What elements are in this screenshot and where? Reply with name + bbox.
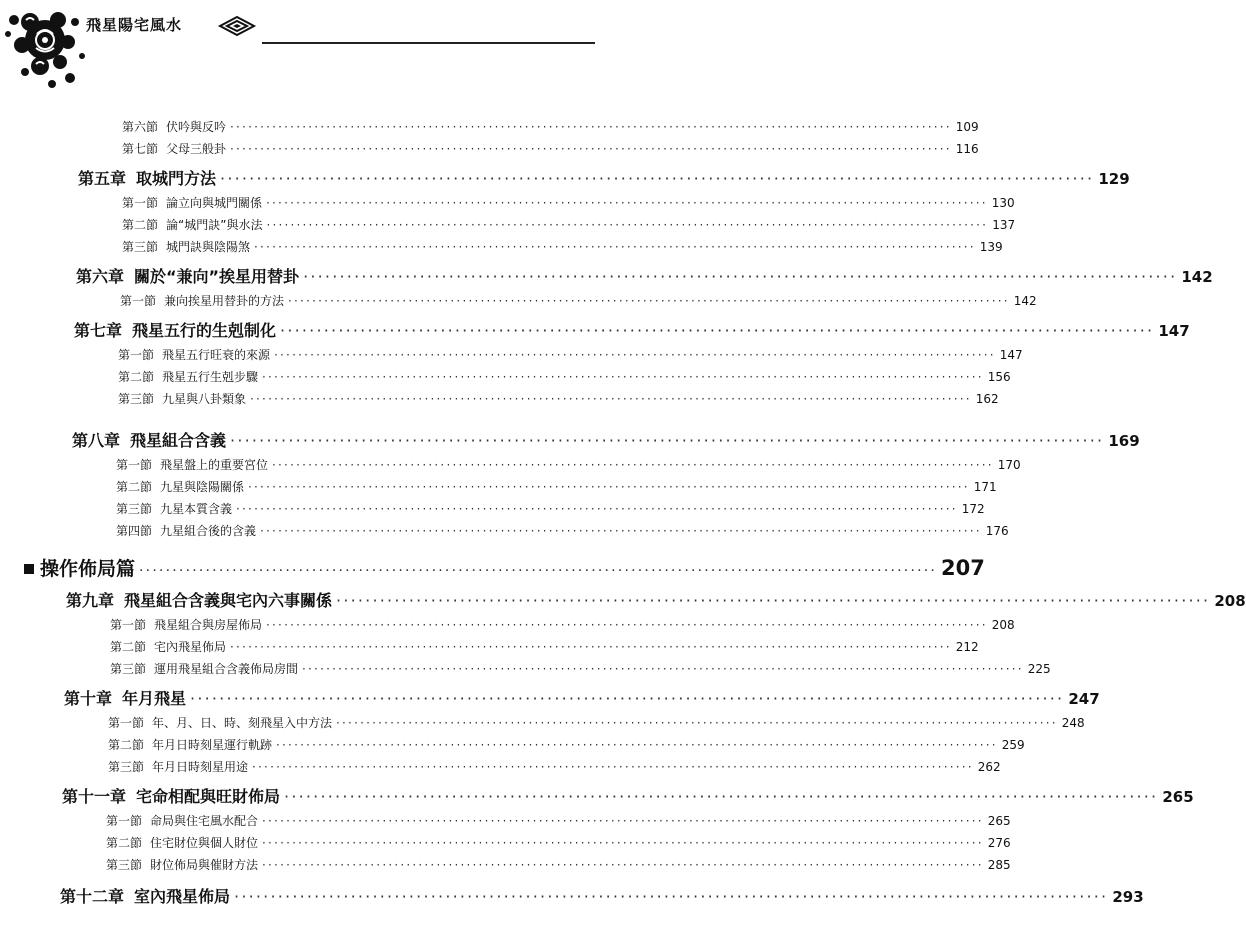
toc-entry-label [108,714,332,731]
toc-entry-label [106,856,258,873]
toc-page-number: 176 [985,524,1009,538]
dot-leader: ························································································································ [260,524,982,538]
dot-leader: ························································································································ [272,458,994,472]
toc-entry-label [110,638,226,655]
toc-section [106,856,1011,874]
dot-leader: ························································································································ [254,240,976,254]
toc-page-number: 116 [955,142,979,156]
toc-page-number: 248 [1061,716,1085,730]
toc-entry-number: 第三節 [108,760,145,774]
dot-leader: ························································································································ [230,120,952,134]
toc-entry-label [24,554,135,581]
dot-leader: ························································································································ [262,836,984,850]
toc-section [118,390,999,408]
dot-leader: ························································································································ [284,787,1159,806]
dot-leader: ························································································································ [336,716,1058,730]
toc-entry-label [72,428,226,451]
toc-entry-title: 宅命相配與旺財佈局 [136,787,281,806]
toc-section [116,522,1009,540]
dot-leader: ························································································································ [266,218,989,232]
toc-page-number: 142 [1181,268,1213,286]
toc-entry-label [118,390,246,407]
toc-entry-title: 論立向與城門關係 [166,196,263,210]
toc-entry-label [60,884,230,907]
toc-section [122,216,1016,234]
toc-entry-title: 室內飛星佈局 [134,887,231,906]
toc-section [116,478,997,496]
toc-entry-number: 第一節 [116,458,153,472]
toc-page-number: 265 [1162,788,1194,806]
toc-entry-title: 年月飛星 [122,689,187,708]
toc-entry-label [122,118,226,135]
toc-page-number: 139 [979,240,1003,254]
toc-entry-title: 飛星盤上的重要宮位 [160,458,269,472]
toc-section [110,616,1015,634]
toc-entry-label [110,616,262,633]
square-bullet-icon [24,564,34,574]
toc-entry-number: 第三節 [116,502,153,516]
dot-leader: ························································································································ [234,887,1109,906]
toc-entry-number: 第四節 [116,524,153,538]
toc-entry-number: 第九章 [66,591,115,610]
toc-entry-title: 住宅財位與個人財位 [150,836,259,850]
toc-entry-title: 財位佈局與催財方法 [150,858,259,872]
toc-page-number: 129 [1098,170,1130,188]
toc-page-number: 171 [973,480,997,494]
toc-entry-title: 運用飛星組合含義佈局房間 [154,662,299,676]
toc-entry-title: 取城門方法 [136,169,217,188]
dot-leader: ························································································································ [262,814,984,828]
toc-chapter [62,784,1194,808]
toc-entry-label [74,318,276,341]
dot-leader: ························································································································ [230,142,952,156]
dot-leader: ························································································································ [230,640,952,654]
toc-section [118,346,1023,364]
toc-page-number: 170 [997,458,1021,472]
toc-section [120,292,1037,310]
toc-entry-label [116,478,244,495]
toc-entry-title: 飛星五行生剋步驟 [162,370,259,384]
dot-leader: ························································································································ [266,196,988,210]
toc-chapter [60,884,1144,908]
toc-entry-number: 第七節 [122,142,159,156]
toc-page-number: 162 [975,392,999,406]
toc-page-number: 207 [941,556,985,580]
toc-entry-title: 飛星組合含義 [130,431,227,450]
toc-entry-title: 伏吟與反吟 [166,120,227,134]
dot-leader: ························································································································ [336,591,1211,610]
toc-chapter [66,588,1246,612]
toc-entry-title: 命局與住宅風水配合 [150,814,259,828]
toc-entry-title: 飛星五行的生剋制化 [132,321,277,340]
dot-leader: ························································································································ [139,563,938,579]
toc-entry-number: 第一節 [120,294,157,308]
toc-entry-label [106,834,258,851]
toc-chapter [64,686,1100,710]
toc-entry-number: 第一節 [106,814,143,828]
toc-section [118,368,1011,386]
dot-leader: ························································································································ [302,662,1024,676]
toc-entry-number: 第十章 [64,689,113,708]
toc-entry-title: 宅內飛星佈局 [154,640,227,654]
toc-page-number: 208 [1214,592,1246,610]
dot-leader: ························································································································ [230,431,1105,450]
dot-leader: ························································································································ [266,618,988,632]
toc-entry-label [116,456,268,473]
toc-entry-title: 關於“兼向”挨星用替卦 [134,267,300,286]
toc-entry-title: 父母三般卦 [166,142,227,156]
toc-entry-title: 年、月、日、時、刻飛星入中方法 [152,716,333,730]
toc-entry-number: 第七章 [74,321,123,340]
toc-chapter [74,318,1190,342]
toc-entry-title: 飛星組合含義與宅內六事關係 [124,591,333,610]
toc-entry-title: 城門訣與陰陽煞 [166,240,251,254]
toc-entry-number: 第十一章 [62,787,127,806]
toc-entry-number: 第一節 [118,348,155,362]
toc-entry-label [108,758,248,775]
toc-section [106,812,1011,830]
toc-entry-title: 九星與八卦類象 [162,392,247,406]
toc-entry-number: 第二節 [122,218,159,232]
toc-entry-title: 飛星組合與房屋佈局 [154,618,263,632]
toc-page-number: 142 [1013,294,1037,308]
toc-chapter [78,166,1130,190]
toc-page-number: 156 [987,370,1011,384]
book-title: 飛星陽宅風水 [86,16,183,34]
dot-leader: ························································································································ [236,502,958,516]
dot-leader: ························································································································ [288,294,1010,308]
toc-entry-number: 第五章 [78,169,127,188]
toc-entry-number: 第三節 [106,858,143,872]
toc-entry-title: 九星與陰陽關係 [160,480,245,494]
toc-entry-number: 第一節 [122,196,159,210]
dot-leader: ························································································································ [262,858,984,872]
toc-entry-number: 第二節 [110,640,147,654]
toc-page-number: 259 [1001,738,1025,752]
toc-section [116,456,1021,474]
toc-section [122,194,1015,212]
toc-entry-label [116,500,232,517]
toc-entry-title: 飛星五行旺衰的來源 [162,348,271,362]
toc-entry-label [120,292,284,309]
toc-page-number: 225 [1027,662,1051,676]
toc-entry-number: 第八章 [72,431,121,450]
toc-entry-label [66,588,332,611]
toc-page-number: 147 [1158,322,1190,340]
toc-section [110,660,1051,678]
toc-page-number: 169 [1108,432,1140,450]
toc-page-number: 172 [961,502,985,516]
dot-leader: ························································································································ [274,348,996,362]
toc-entry-number: 第三節 [110,662,147,676]
toc-entry-label [106,812,258,829]
dot-leader: ························································································································ [248,480,970,494]
toc-page-number: 212 [955,640,979,654]
toc-section [106,834,1011,852]
toc-page-number: 285 [987,858,1011,872]
toc-page-number: 109 [955,120,979,134]
toc-entry-title: 操作佈局篇 [40,558,136,580]
toc-entry-number: 第二節 [118,370,155,384]
toc-entry-label [78,166,216,189]
dot-leader: ························································································································ [220,169,1095,188]
toc-section [122,140,979,158]
toc-entry-label [118,346,270,363]
toc-entry-number: 第十二章 [60,887,125,906]
toc-entry-label [110,660,298,677]
toc-entry-label [118,368,258,385]
toc-page-number: 130 [991,196,1015,210]
toc-entry-title: 論“城門訣”與水法 [166,218,263,232]
dot-leader: ························································································································ [303,267,1178,286]
toc-entry-number: 第一節 [108,716,145,730]
toc-chapter [72,428,1140,452]
toc-entry-label [76,264,299,287]
toc-entry-label [122,238,250,255]
toc-entry-number: 第二節 [106,836,143,850]
toc-page-number: 247 [1068,690,1100,708]
toc-page-number: 276 [987,836,1011,850]
toc-section [108,714,1085,732]
dot-leader: ························································································································ [252,760,974,774]
toc-entry-label [108,736,272,753]
toc-entry-label [122,140,226,157]
toc-entry-label [122,194,262,211]
toc-page-number: 265 [987,814,1011,828]
toc-section [108,758,1001,776]
toc-part [24,554,985,584]
dot-leader: ························································································································ [190,689,1065,708]
toc-entry-label [116,522,256,539]
toc-entry-title: 九星組合後的含義 [160,524,257,538]
toc-entry-number: 第一節 [110,618,147,632]
toc-section [116,500,985,518]
toc-page-number: 293 [1112,888,1144,906]
toc-section [110,638,979,656]
dot-leader: ························································································································ [250,392,972,406]
toc-entry-number: 第六章 [76,267,125,286]
toc-page-number: 262 [977,760,1001,774]
toc-entry-number: 第六節 [122,120,159,134]
toc-entry-title: 兼向挨星用替卦的方法 [164,294,285,308]
toc-entry-label [64,686,186,709]
dot-leader: ························································································································ [276,738,998,752]
toc-entry-number: 第三節 [122,240,159,254]
toc-page-number: 147 [999,348,1023,362]
toc-entry-number: 第二節 [116,480,153,494]
toc-chapter [76,264,1213,288]
dot-leader: ························································································································ [280,321,1155,340]
toc-entry-title: 年月日時刻星運行軌跡 [152,738,273,752]
toc-entry-number: 第二節 [108,738,145,752]
toc-entry-title: 年月日時刻星用途 [152,760,249,774]
toc-entry-label [122,216,262,233]
toc-section [122,238,1003,256]
toc-entry-label [62,784,280,807]
toc-page-number: 137 [992,218,1016,232]
toc-entry-title: 九星本質含義 [160,502,233,516]
dot-leader: ························································································································ [262,370,984,384]
toc-section [122,118,979,136]
toc-entry-number: 第三節 [118,392,155,406]
toc-page-number: 208 [991,618,1015,632]
toc-section [108,736,1025,754]
